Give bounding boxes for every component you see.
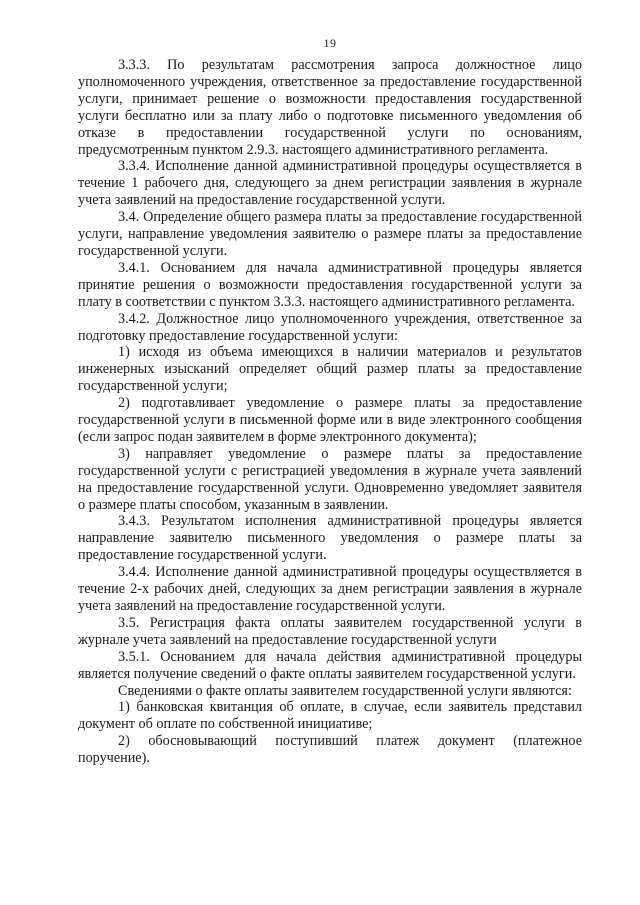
paragraph-3-4-2: 3.4.2. Должностное лицо уполномоченного учреждения, ответственное за подготовку предоставление государственной услуги: xyxy=(78,310,582,344)
paragraph-3-4-3: 3.4.3. Результатом исполнения административной процедуры является направление заявителю письменного уведомления о размере платы за предоставление государственной услуги. xyxy=(78,513,582,564)
list-item-3-4-2-1: 1) исходя из объема имеющихся в наличии материалов и результатов инженерных изысканий определяет общий размер платы за предоставление государственной услуги; xyxy=(78,344,582,395)
paragraph-3-3-4: 3.3.4. Исполнение данной административной процедуры осуществляется в течение 1 рабочего дня, следующего за днем регистрации заявления в журнале учета заявлений на предоставление государственной услуги. xyxy=(78,158,582,209)
paragraph-3-4-4: 3.4.4. Исполнение данной административной процедуры осуществляется в течение 2-х рабочих дней, следующих за днем регистрации заявления в журнале учета заявлений на предоставление государственной услуги. xyxy=(78,564,582,614)
paragraph-3-5-1: 3.5.1. Основанием для начала действия административной процедуры является получение сведений о факте оплаты заявителем государственной услуги. xyxy=(78,648,582,682)
paragraph-payment-info: Сведениями о факте оплаты заявителем государственной услуги являются: xyxy=(118,682,572,699)
list-item-payment-2: 2) обосновывающий поступивший платеж документ (платежное поручение). xyxy=(78,733,582,767)
page-number: 19 xyxy=(323,36,337,50)
paragraph-3-3-3: 3.3.3. По результатам рассмотрения запроса должностное лицо уполномоченного учреждения, ответственное за предоставление государственной услуги, принимает решение о возможности предоставления государственной услуги бесплатно или за плату либо о подготовке письменного уведомления об отказе в предоставлении государственной услуги по основаниям, предусмотренным пунктом 2.9.3. настоящего административного регламента. xyxy=(78,57,582,158)
paragraph-3-5: 3.5. Регистрация факта оплаты заявителем государственной услуги в журнале учета заявлений на предоставление государственной услуги xyxy=(78,614,582,648)
paragraph-3-4: 3.4. Определение общего размера платы за предоставление государственной услуги, направление уведомления заявителю о размере платы за предоставление государственной услуги. xyxy=(78,209,582,259)
list-item-payment-1: 1) банковская квитанция об оплате, в случае, если заявитель представил документ об оплате по собственной инициативе; xyxy=(78,699,582,733)
list-item-3-4-2-2: 2) подготавливает уведомление о размере платы за предоставление государственной услуги в письменной форме или в виде электронного сообщения (если запрос подан заявителем в форме электронного документа); xyxy=(78,395,582,445)
list-item-3-4-2-3: 3) направляет уведомление о размере платы за предоставление государственной услуги с регистрацией уведомления в журнале учета заявлений на предоставление государственной услуги. Одновременно уведомляет заявителя о размере платы способом, указанным в заявлении. xyxy=(78,445,582,513)
paragraph-3-4-1: 3.4.1. Основанием для начала административной процедуры является принятие решения о возможности предоставления государственной услуги за плату в соответствии с пунктом 3.3.3. настоящего административного регламента. xyxy=(78,259,582,310)
